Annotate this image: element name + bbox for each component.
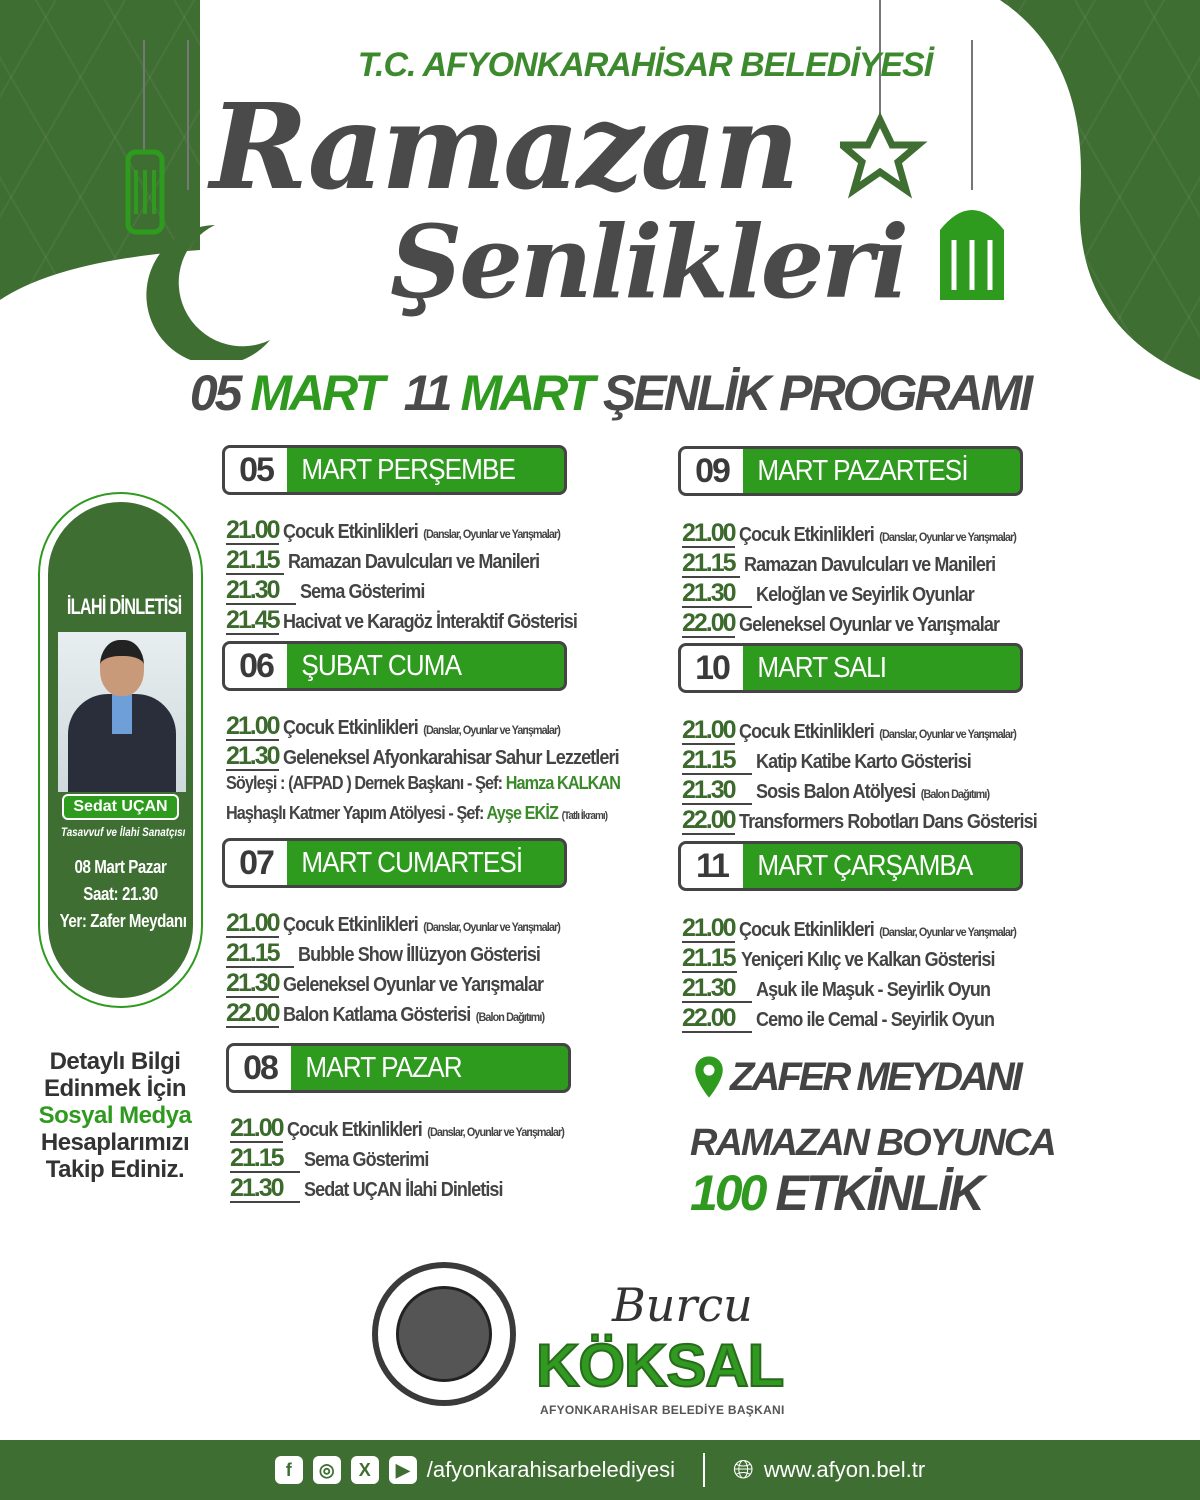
ilahi-title-wrap — [48, 594, 193, 620]
event-time: 21.15 — [682, 945, 737, 973]
event-title — [288, 551, 539, 574]
event-title-text: Transformers Robotları Dans Gösterisi — [738, 811, 1037, 833]
event-title — [283, 1004, 544, 1027]
end-month: MART — [460, 365, 592, 421]
event-title — [739, 614, 999, 637]
day-number: 08 — [229, 1046, 291, 1090]
event-row — [230, 1115, 571, 1145]
event-title — [739, 919, 1016, 942]
extra-note: (Tatlı İkramı) — [561, 810, 608, 822]
event-title — [739, 524, 1016, 547]
title-ramazan: Ramazan — [210, 77, 797, 216]
day-number: 11 — [681, 844, 743, 888]
event-time: 21.45 — [226, 606, 279, 634]
ilahi-title: İLAHİ DİNLETİSİ — [66, 594, 182, 619]
event-time: 21.00 — [226, 516, 279, 544]
event-time: 21.00 — [682, 914, 735, 942]
event-row — [226, 606, 577, 637]
event-count: 100 — [690, 1165, 765, 1221]
day-header — [222, 641, 567, 691]
event-time: 21.15 — [230, 1145, 300, 1173]
social-handle[interactable]: /afyonkarahisarbelediyesi — [426, 1457, 676, 1482]
info-line: Hesaplarımızı — [40, 1129, 190, 1156]
event-title-text: Sema Gösterimi — [300, 581, 425, 603]
event-row — [226, 547, 567, 577]
event-time: 21.15 — [226, 940, 294, 968]
day-label: MART SALI — [757, 651, 887, 684]
day-header — [222, 838, 567, 888]
ilahi-date: 08 Mart Pazar — [74, 857, 167, 877]
event-title — [756, 781, 989, 804]
event-row — [226, 1000, 567, 1030]
event-time: 21.00 — [226, 909, 279, 937]
event-time: 21.30 — [226, 577, 296, 605]
facebook-icon[interactable]: f — [275, 1456, 303, 1484]
event-count-suffix: ETKİNLİK — [775, 1165, 982, 1221]
event-title-text: Yeniçeri Kılıç ve Kalkan Gösterisi — [741, 949, 995, 971]
website-link[interactable]: www.afyon.bel.tr — [763, 1457, 926, 1482]
event-row — [682, 520, 1023, 550]
chef-name: Hamza KALKAN — [505, 773, 621, 793]
event-time: 22.00 — [682, 806, 735, 834]
event-title — [304, 1179, 503, 1202]
event-row — [226, 713, 567, 743]
event-title-text: Çocuk Etkinlikleri — [282, 717, 418, 739]
event-title-text: Çocuk Etkinlikleri — [282, 914, 418, 936]
venue — [692, 1055, 1020, 1099]
event-row — [230, 1175, 571, 1205]
event-row — [230, 1145, 571, 1175]
event-title-text: Çocuk Etkinlikleri — [286, 1119, 422, 1141]
ilahi-card — [38, 492, 203, 1008]
event-title-text: Sedat UÇAN İlahi Dinletisi — [304, 1179, 503, 1201]
event-row — [682, 610, 1023, 640]
day-block-08 — [226, 1043, 571, 1205]
event-title-text: Çocuk Etkinlikleri — [738, 721, 874, 743]
program-heading — [0, 366, 1200, 421]
event-row — [682, 550, 1023, 580]
mayor-first-name: Burcu — [612, 1278, 753, 1332]
event-title — [298, 944, 540, 967]
day-number: 06 — [225, 644, 287, 688]
event-title — [739, 721, 1016, 744]
event-note: (Danslar, Oyunlar ve Yarışmalar) — [878, 530, 1016, 544]
day-header — [226, 1043, 571, 1093]
event-title-text: Çocuk Etkinlikleri — [738, 524, 874, 546]
event-title-text: Aşuk ile Maşuk - Seyirlik Oyun — [756, 979, 991, 1001]
highlight-line1: RAMAZAN BOYUNCA — [690, 1122, 1055, 1164]
event-note: (Danslar, Oyunlar ve Yarışmalar) — [878, 727, 1016, 741]
event-time: 21.15 — [682, 550, 740, 578]
day-number: 09 — [681, 449, 743, 493]
day-block-10 — [678, 643, 1037, 837]
event-title — [283, 521, 560, 544]
event-row — [682, 975, 1023, 1005]
event-row — [682, 717, 1023, 747]
event-title — [744, 554, 995, 577]
event-time: 21.00 — [226, 712, 279, 740]
event-title-text: Keloğlan ve Seyirlik Oyunlar — [756, 584, 974, 606]
day-header — [678, 841, 1023, 891]
event-note: (Danslar, Oyunlar ve Yarışmalar) — [422, 920, 560, 934]
event-title-text: Ramazan Davulcuları ve Manileri — [743, 554, 996, 576]
event-title — [741, 949, 995, 972]
event-extra-line — [226, 803, 608, 833]
info-line: Takip Ediniz. — [45, 1156, 185, 1183]
info-text — [30, 1048, 200, 1183]
end-day: 11 — [403, 365, 450, 421]
mayor-title: AFYONKARAHİSAR BELEDİYE BAŞKANI — [540, 1403, 785, 1417]
event-title-text: Bubble Show İllüzyon Gösterisi — [298, 944, 541, 966]
event-row — [682, 580, 1023, 610]
day-number: 07 — [225, 841, 287, 885]
day-block-09 — [678, 446, 1023, 640]
performer-photo — [58, 632, 186, 792]
event-title — [756, 979, 990, 1002]
event-time: 21.15 — [682, 747, 752, 775]
event-time: 21.00 — [230, 1114, 283, 1142]
event-title-text: Cemo ile Cemal - Seyirlik Oyun — [756, 1009, 995, 1031]
event-note: (Danslar, Oyunlar ve Yarışmalar) — [878, 925, 1016, 939]
chef-name: Ayşe EKİZ — [486, 803, 558, 823]
day-block-11 — [678, 841, 1023, 1035]
day-block-05 — [222, 445, 577, 637]
footer-bar — [0, 1440, 1200, 1500]
event-time: 22.00 — [226, 999, 279, 1027]
event-note: (Balon Dağıtımı) — [920, 787, 990, 801]
event-time: 21.00 — [682, 519, 735, 547]
event-time: 21.15 — [226, 547, 284, 575]
globe-icon: 🌐︎ — [733, 1454, 754, 1484]
event-note: (Danslar, Oyunlar ve Yarışmalar) — [422, 723, 560, 737]
performer-role-wrap — [48, 824, 193, 840]
event-title — [304, 1149, 428, 1172]
venue-name: ZAFER MEYDANI — [730, 1055, 1020, 1099]
day-header — [678, 446, 1023, 496]
program-label: ŞENLİK PROGRAMI — [602, 365, 1031, 421]
event-title-text: Ramazan Davulcuları ve Manileri — [287, 551, 540, 573]
day-block-06 — [222, 641, 621, 833]
event-row — [226, 517, 567, 547]
event-time: 21.30 — [682, 975, 752, 1003]
day-label: MART PERŞEMBE — [301, 453, 515, 486]
event-title-text: Geleneksel Afyonkarahisar Sahur Lezzetleri — [282, 747, 619, 769]
event-title — [756, 1009, 994, 1032]
start-month: MART — [250, 365, 382, 421]
event-title — [283, 914, 560, 937]
event-title-text: Katip Katibe Karto Gösterisi — [756, 751, 971, 773]
event-title-text: Çocuk Etkinlikleri — [738, 919, 874, 941]
day-number: 10 — [681, 646, 743, 690]
day-label: ŞUBAT CUMA — [301, 649, 462, 682]
municipality-seal-logo — [372, 1262, 516, 1406]
event-title-text: Hacivat ve Karagöz İnteraktif Gösterisi — [282, 611, 577, 633]
event-title-text: Sema Gösterimi — [304, 1149, 429, 1171]
performer-role: Tasavvuf ve İlahi Sanatçısı — [61, 825, 186, 839]
extra-text: Söyleşi : (AFPAD ) Dernek Başkanı - Şef: — [226, 773, 503, 793]
event-note: (Balon Dağıtımı) — [475, 1010, 544, 1024]
mayor-last-name: KÖKSAL — [536, 1332, 784, 1399]
event-time: 21.30 — [230, 1175, 300, 1203]
event-title — [283, 974, 543, 997]
event-time: 21.30 — [226, 969, 279, 997]
event-title-text: Geleneksel Oyunlar ve Yarışmalar — [282, 974, 543, 996]
ilahi-time: Saat: 21.30 — [83, 884, 158, 904]
event-title — [283, 611, 577, 634]
event-row — [226, 742, 619, 773]
event-title — [756, 584, 974, 607]
event-time: 22.00 — [682, 609, 735, 637]
event-row — [226, 940, 567, 970]
event-extra-line — [226, 773, 621, 803]
day-number: 05 — [225, 448, 287, 492]
ilahi-place: Yer: Zafer Meydanı — [59, 911, 187, 931]
event-title — [756, 751, 971, 774]
event-time: 21.30 — [682, 777, 752, 805]
day-block-07 — [222, 838, 567, 1030]
event-row — [682, 945, 1023, 975]
extra-text: Haşhaşlı Katmer Yapım Atölyesi - Şef: — [226, 803, 484, 823]
day-label: MART CUMARTESİ — [301, 846, 523, 879]
info-line: Sosyal Medya — [38, 1102, 192, 1129]
event-note: (Danslar, Oyunlar ve Yarışmalar) — [426, 1125, 564, 1139]
day-header — [222, 445, 567, 495]
event-row — [682, 747, 1023, 777]
event-title — [739, 811, 1037, 834]
title-senlikleri: Şenlikleri — [390, 203, 907, 321]
info-line: Edinmek İçin — [43, 1075, 187, 1102]
event-title-text: Çocuk Etkinlikleri — [282, 521, 418, 543]
youtube-icon[interactable]: ▶ — [389, 1456, 417, 1484]
event-row — [682, 806, 1037, 837]
event-note: (Danslar, Oyunlar ve Yarışmalar) — [422, 527, 560, 541]
event-title — [283, 747, 619, 770]
start-day: 05 — [189, 365, 240, 421]
event-title — [283, 717, 560, 740]
x-icon[interactable]: X — [351, 1456, 379, 1484]
organization-title: T.C. AFYONKARAHİSAR BELEDİYESİ — [357, 46, 933, 84]
event-title — [300, 581, 424, 604]
event-title-text: Balon Katlama Gösterisi — [282, 1004, 470, 1026]
info-line: Detaylı Bilgi — [49, 1048, 181, 1075]
performer-name: Sedat UÇAN — [62, 794, 179, 820]
instagram-icon[interactable]: ◎ — [313, 1456, 341, 1484]
event-row — [682, 915, 1023, 945]
day-label: MART PAZAR — [305, 1051, 462, 1084]
event-time: 21.00 — [682, 716, 735, 744]
day-header — [678, 643, 1023, 693]
event-time: 22.00 — [682, 1005, 752, 1033]
day-label: MART ÇARŞAMBA — [757, 849, 973, 882]
event-title-text: Sosis Balon Atölyesi — [756, 781, 916, 803]
event-row — [226, 970, 567, 1000]
event-row — [226, 910, 567, 940]
highlight-line2 — [690, 1165, 982, 1221]
event-row — [682, 777, 1023, 807]
event-time: 21.30 — [226, 742, 279, 770]
divider — [703, 1453, 705, 1487]
event-row — [226, 577, 567, 607]
event-title — [287, 1119, 564, 1142]
location-pin-icon — [692, 1055, 726, 1099]
event-time: 21.30 — [682, 580, 752, 608]
event-title-text: Geleneksel Oyunlar ve Yarışmalar — [738, 614, 999, 636]
day-label: MART PAZARTESİ — [757, 454, 968, 487]
event-row — [682, 1005, 1023, 1035]
